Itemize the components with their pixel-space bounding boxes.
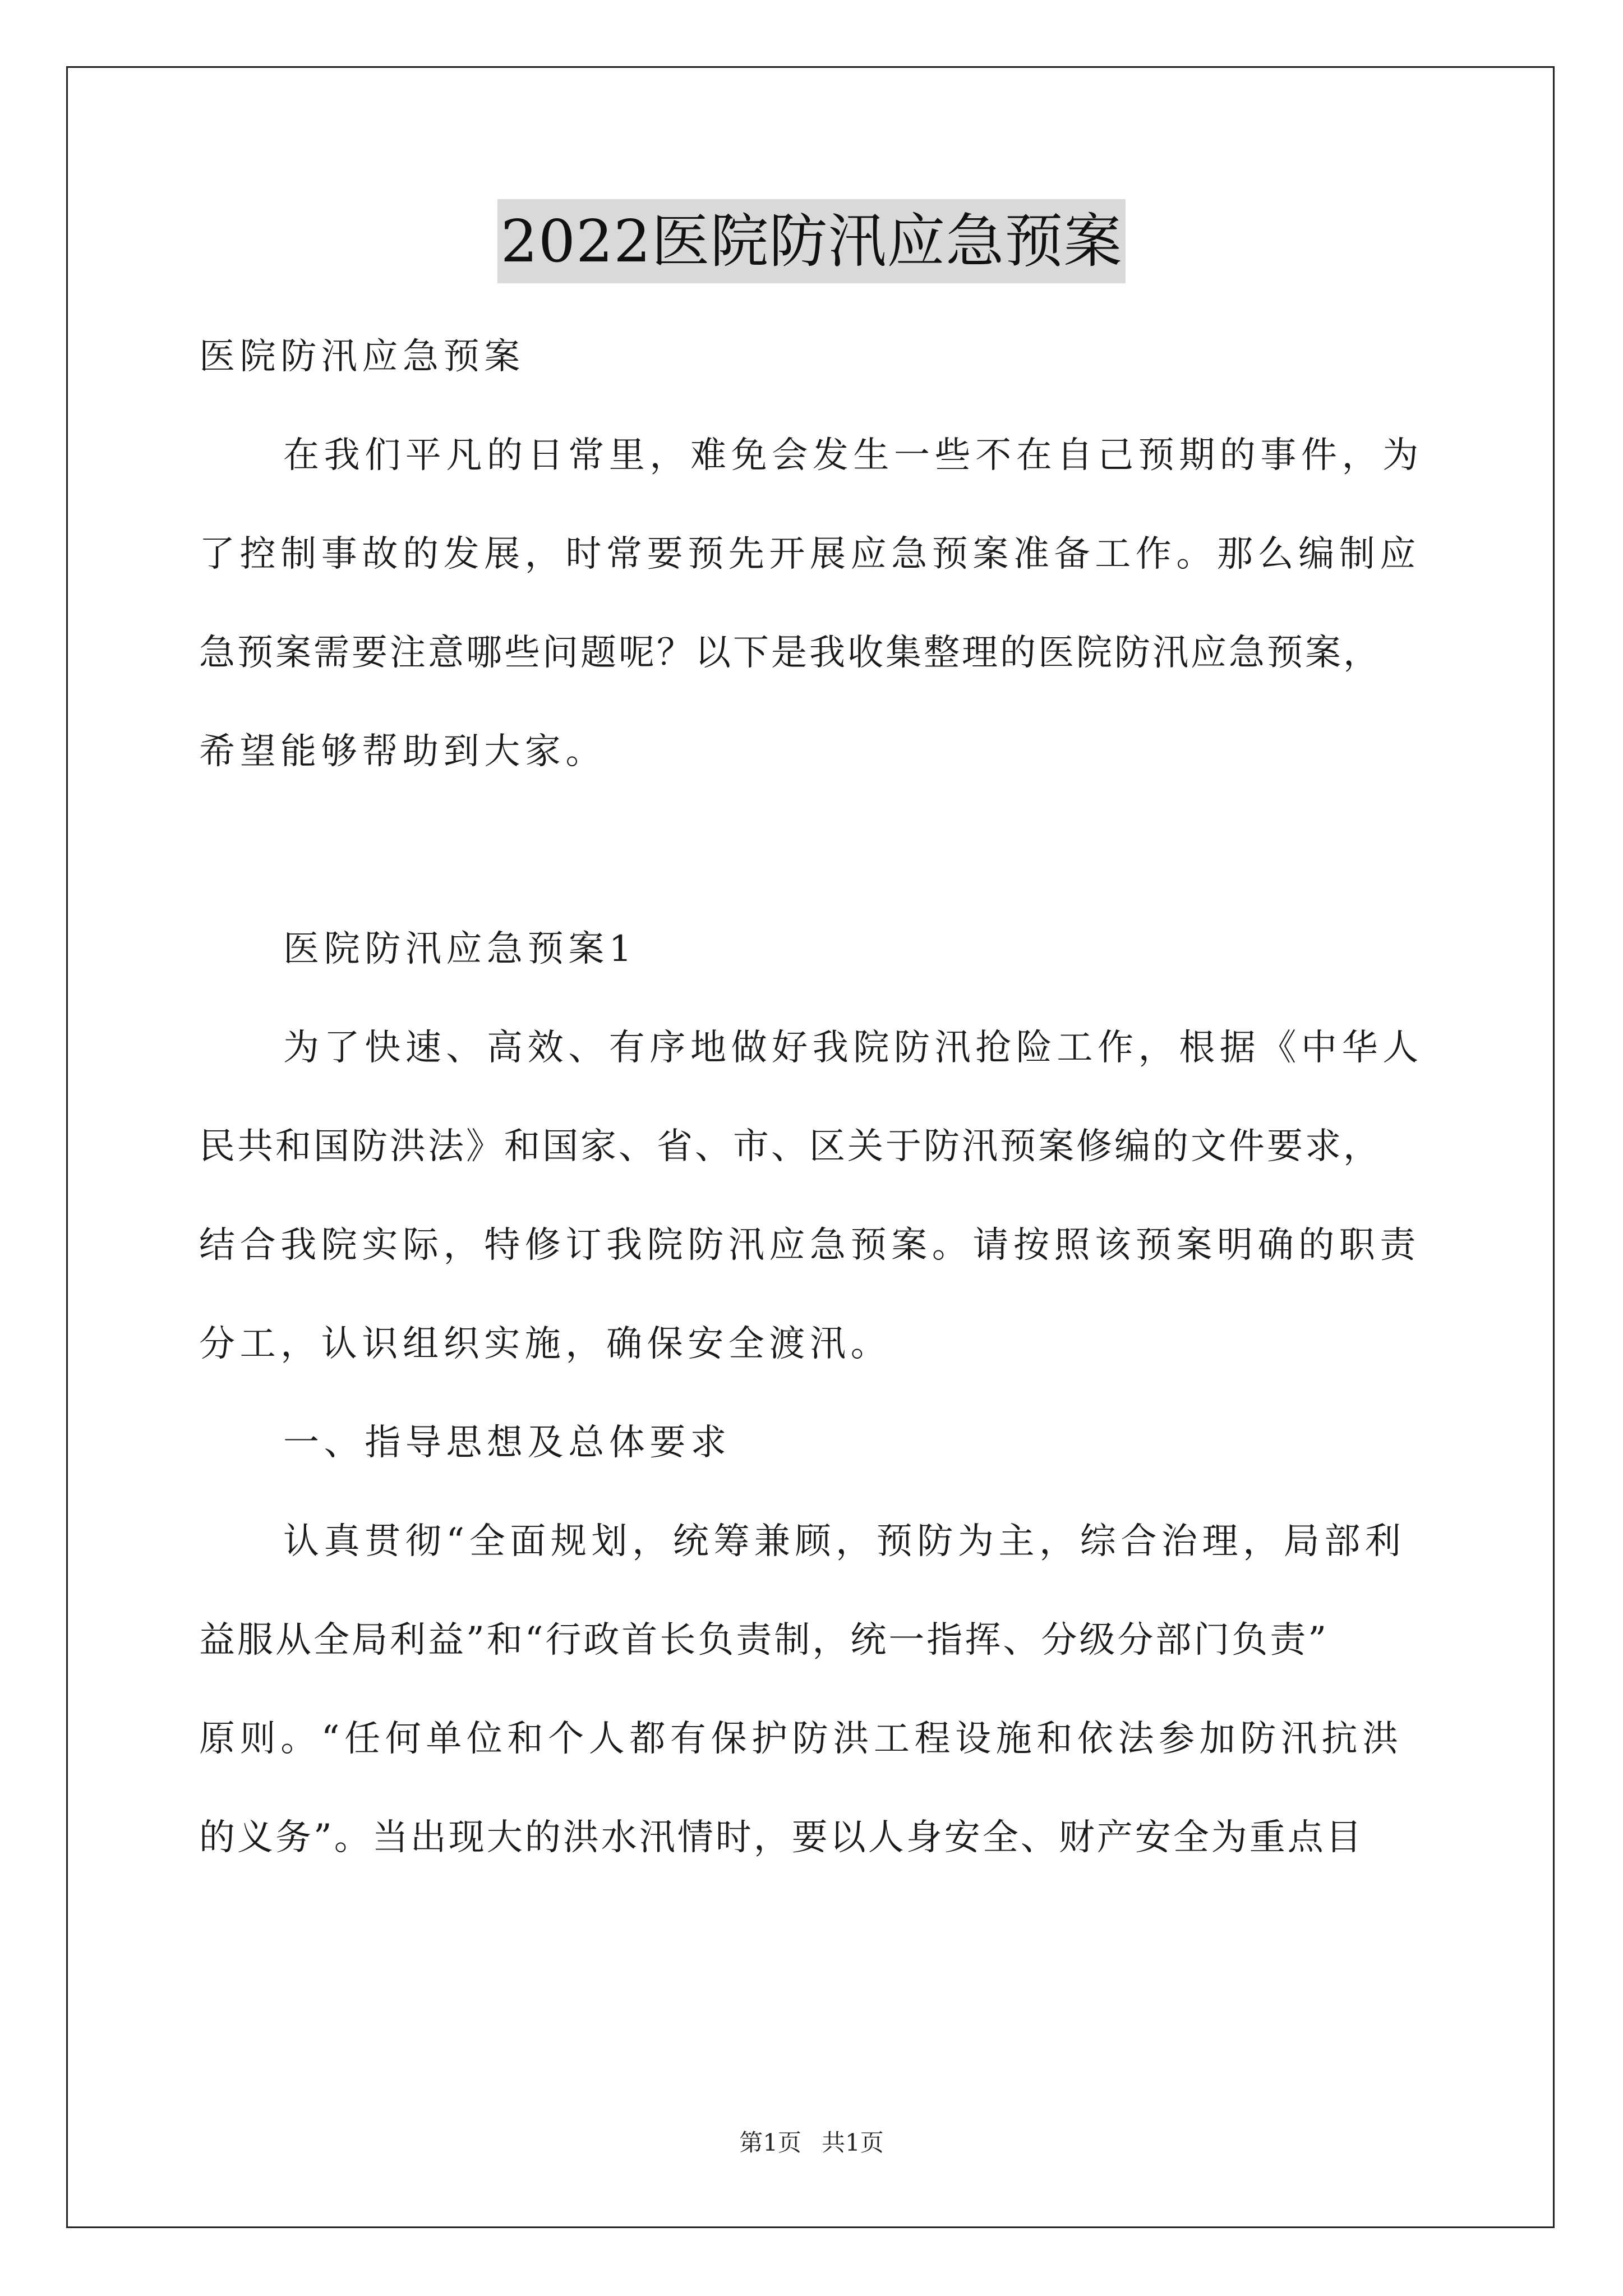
paragraph-line: 结合我院实际，特修订我院防汛应急预案。请按照该预案明确的职责 <box>199 1225 1421 1266</box>
document-title: 2022医院防汛应急预案 <box>497 199 1126 283</box>
document-subtitle: 医院防汛应急预案 <box>199 336 525 378</box>
section-heading: 医院防汛应急预案1 <box>283 928 637 970</box>
intro-line: 在我们平凡的日常里，难免会发生一些不在自己预期的事件，为 <box>283 435 1423 476</box>
paragraph-line: 为了快速、高效、有序地做好我院防汛抢险工作，根据《中华人 <box>283 1027 1423 1069</box>
page-total: 共1页 <box>822 2129 884 2156</box>
intro-line: 了控制事故的发展，时常要预先开展应急预案准备工作。那么编制应 <box>199 533 1421 575</box>
document-body <box>199 307 1469 1887</box>
page-number: 第1页 <box>739 2129 801 2156</box>
paragraph-line: 认真贯彻“全面规划，统筹兼顾，预防为主，综合治理，局部利 <box>283 1521 1406 1562</box>
paragraph-line: 原则。“任何单位和个人都有保护防洪工程设施和依法参加防汛抗洪 <box>199 1718 1403 1760</box>
page-footer <box>0 2126 1623 2160</box>
paragraph-line: 益服从全局利益”和“行政首长负责制，统一指挥、分级分部门负责” <box>199 1619 1329 1661</box>
paragraph-line: 分工，认识组织实施，确保安全渡汛。 <box>199 1323 892 1365</box>
intro-line: 希望能够帮助到大家。 <box>199 731 606 772</box>
blank-line <box>199 801 1469 900</box>
heading-one: 一、指导思想及总体要求 <box>283 1422 731 1464</box>
title-container <box>0 199 1623 283</box>
paragraph-line: 民共和国防洪法》和国家、省、市、区关于防汛预案修编的文件要求， <box>199 1126 1381 1167</box>
paragraph-line: 的义务”。当出现大的洪水汛情时，要以人身安全、财产安全为重点目 <box>199 1817 1364 1858</box>
intro-line: 急预案需要注意哪些问题呢？以下是我收集整理的医院防汛应急预案， <box>199 632 1381 674</box>
